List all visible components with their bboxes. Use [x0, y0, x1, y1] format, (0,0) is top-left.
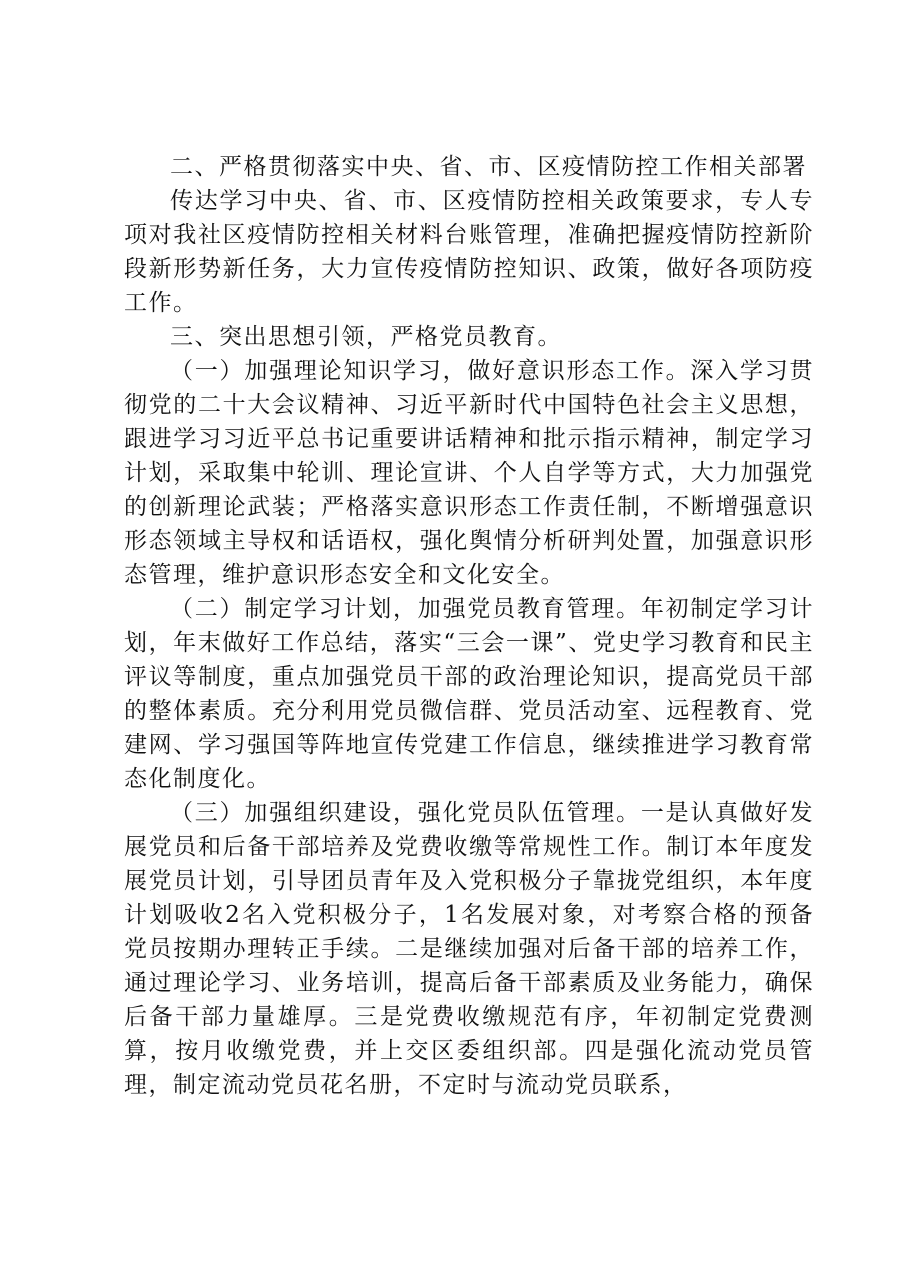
- section-heading-2: 二、严格贯彻落实中央、省、市、区疫情防控工作相关部署: [170, 154, 807, 180]
- paragraph-organization-building: （三）加强组织建设，强化党员队伍管理。一是认真做好发展党员和后备干部培养及党费收缴等常规性工作。制订本年度发展党员计划，引导团员青年及入党积极分子靠拢党组织，本年度计划吸收2名入党积极分子，1名发展对象，对考察合格的预备党员按期办理转正手续。二是继续加强对后备干部的培养工作，通过理论学习、业务培训，提高后备干部素质及业务能力，确保后备干部力量雄厚。三是党费收缴规范有序，年初制定党费测算，按月收缴党费，并上交区委组织部。四是强化流动党员管理，制定流动党员花名册，不定时与流动党员联系，: [124, 800, 814, 1098]
- paragraph-epidemic-policy: 传达学习中央、省、市、区疫情防控相关政策要求，专人专项对我社区疫情防控相关材料台账管理，准确把握疫情防控新阶段新形势新任务，大力宣传疫情防控知识、政策，做好各项防疫工作。: [124, 188, 814, 316]
- section-heading-3: 三、突出思想引领，严格党员教育。: [170, 324, 562, 350]
- paragraph-theory-study: （一）加强理论知识学习，做好意识形态工作。深入学习贯彻党的二十大会议精神、习近平新时代中国特色社会主义思想，跟进学习习近平总书记重要讲话精神和批示指示精神，制定学习计划，采取集中轮训、理论宣讲、个人自学等方式，大力加强党的创新理论武装；严格落实意识形态工作责任制，不断增强意识形态领域主导权和话语权，强化舆情分析研判处置，加强意识形态管理，维护意识形态安全和文化安全。: [124, 358, 814, 588]
- paragraph-study-plan: （二）制定学习计划，加强党员教育管理。年初制定学习计划，年末做好工作总结，落实“三会一课”、党史学习教育和民主评议等制度，重点加强党员干部的政治理论知识，提高党员干部的整体素质。充分利用党员微信群、党员活动室、远程教育、党建网、学习强国等阵地宣传党建工作信息，继续推进学习教育常态化制度化。: [124, 596, 814, 792]
- document-body: [124, 150, 814, 1102]
